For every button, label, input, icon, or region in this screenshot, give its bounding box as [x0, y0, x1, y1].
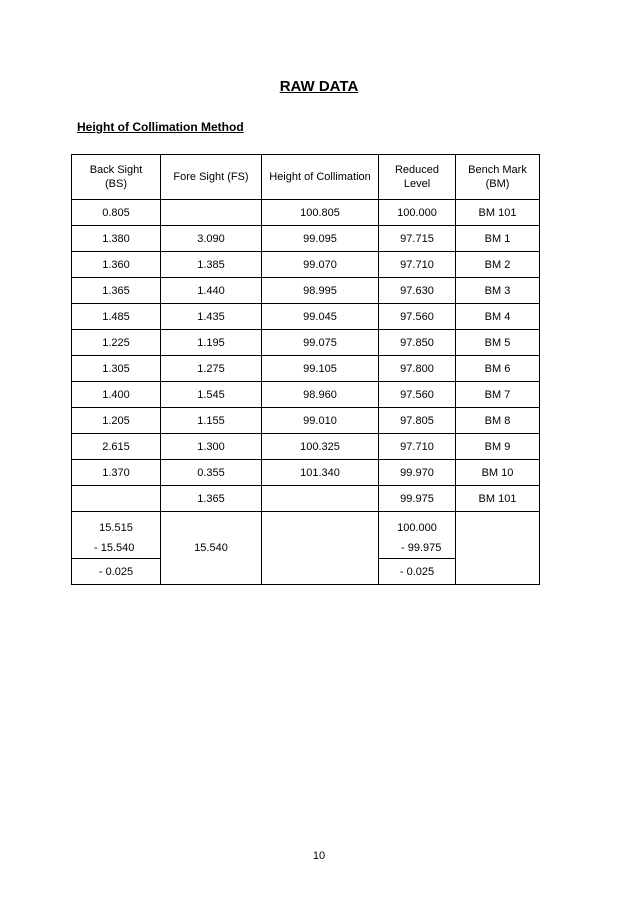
bs-difference: - 0.025 [72, 559, 161, 585]
cell-bench-mark: BM 9 [456, 434, 540, 460]
hc-check-empty [262, 512, 379, 585]
header-fore-sight: Fore Sight (FS) [161, 155, 262, 200]
table-row [72, 252, 540, 278]
cell-reduced-level: 97.560 [379, 382, 456, 408]
header-reduced-level-line2: Level [403, 178, 431, 190]
cell-height-of-collimation: 100.325 [262, 434, 379, 460]
header-back-sight-line1: Back Sight [89, 164, 143, 176]
table-row [72, 460, 540, 486]
table-row [72, 486, 540, 512]
table-row [72, 330, 540, 356]
cell-height-of-collimation: 99.105 [262, 356, 379, 382]
header-reduced-level [379, 155, 456, 200]
cell-back-sight [72, 486, 161, 512]
cell-back-sight: 0.805 [72, 200, 161, 226]
rl-minus: - 99.975 [401, 542, 442, 554]
cell-back-sight: 1.400 [72, 382, 161, 408]
cell-bench-mark: BM 4 [456, 304, 540, 330]
cell-reduced-level: 97.560 [379, 304, 456, 330]
cell-back-sight: 1.380 [72, 226, 161, 252]
table-row [72, 278, 540, 304]
table-header-row [72, 155, 540, 200]
cell-bench-mark: BM 7 [456, 382, 540, 408]
header-back-sight [72, 155, 161, 200]
cell-height-of-collimation: 99.045 [262, 304, 379, 330]
header-back-sight-line2: (BS) [105, 178, 127, 190]
cell-reduced-level: 97.630 [379, 278, 456, 304]
cell-bench-mark: BM 1 [456, 226, 540, 252]
cell-bench-mark: BM 101 [456, 486, 540, 512]
rl-first: 100.000 [397, 522, 437, 534]
levelling-table [71, 154, 540, 585]
cell-bench-mark: BM 101 [456, 200, 540, 226]
cell-bench-mark: BM 10 [456, 460, 540, 486]
cell-bench-mark: BM 3 [456, 278, 540, 304]
cell-fore-sight: 3.090 [161, 226, 262, 252]
header-bench-mark-line2: (BM) [485, 178, 510, 190]
cell-bench-mark: BM 2 [456, 252, 540, 278]
cell-height-of-collimation: 99.010 [262, 408, 379, 434]
cell-back-sight: 1.365 [72, 278, 161, 304]
cell-fore-sight: 1.365 [161, 486, 262, 512]
cell-back-sight: 1.225 [72, 330, 161, 356]
header-height-of-collimation: Height of Collimation [262, 155, 379, 200]
bs-sum: 15.515 [99, 522, 133, 534]
page-title: RAW DATA [279, 78, 359, 95]
cell-fore-sight: 1.275 [161, 356, 262, 382]
cell-fore-sight: 1.440 [161, 278, 262, 304]
rl-difference: - 0.025 [379, 559, 456, 585]
cell-reduced-level: 99.970 [379, 460, 456, 486]
table-row [72, 408, 540, 434]
header-bench-mark-line1: Bench Mark [468, 164, 527, 176]
check-row [72, 512, 540, 559]
cell-back-sight: 1.370 [72, 460, 161, 486]
cell-height-of-collimation: 99.095 [262, 226, 379, 252]
cell-fore-sight: 1.545 [161, 382, 262, 408]
cell-bench-mark: BM 8 [456, 408, 540, 434]
header-reduced-level-line1: Reduced [394, 164, 440, 176]
page-number: 10 [312, 850, 326, 862]
rl-check-cell [379, 512, 456, 559]
cell-height-of-collimation: 99.075 [262, 330, 379, 356]
table-row [72, 382, 540, 408]
header-bench-mark [456, 155, 540, 200]
cell-height-of-collimation: 98.960 [262, 382, 379, 408]
bm-check-empty [456, 512, 540, 585]
section-subtitle: Height of Collimation Method [77, 120, 244, 134]
cell-height-of-collimation: 99.070 [262, 252, 379, 278]
cell-fore-sight: 0.355 [161, 460, 262, 486]
bs-minus: - 15.540 [94, 542, 135, 554]
cell-fore-sight: 1.195 [161, 330, 262, 356]
cell-bench-mark: BM 5 [456, 330, 540, 356]
cell-fore-sight: 1.300 [161, 434, 262, 460]
cell-fore-sight: 1.435 [161, 304, 262, 330]
cell-back-sight: 1.485 [72, 304, 161, 330]
cell-height-of-collimation: 100.805 [262, 200, 379, 226]
table-row [72, 226, 540, 252]
bs-check-cell [72, 512, 161, 559]
fs-sum: 15.540 [161, 512, 262, 585]
cell-reduced-level: 97.715 [379, 226, 456, 252]
table-row [72, 356, 540, 382]
table-row [72, 200, 540, 226]
cell-bench-mark: BM 6 [456, 356, 540, 382]
table-row [72, 434, 540, 460]
cell-reduced-level: 99.975 [379, 486, 456, 512]
cell-height-of-collimation [262, 486, 379, 512]
cell-reduced-level: 97.800 [379, 356, 456, 382]
cell-reduced-level: 97.850 [379, 330, 456, 356]
cell-reduced-level: 97.710 [379, 434, 456, 460]
cell-reduced-level: 97.805 [379, 408, 456, 434]
cell-reduced-level: 100.000 [379, 200, 456, 226]
cell-fore-sight: 1.155 [161, 408, 262, 434]
table-row [72, 304, 540, 330]
cell-reduced-level: 97.710 [379, 252, 456, 278]
cell-fore-sight [161, 200, 262, 226]
cell-height-of-collimation: 98.995 [262, 278, 379, 304]
cell-fore-sight: 1.385 [161, 252, 262, 278]
cell-back-sight: 2.615 [72, 434, 161, 460]
cell-back-sight: 1.205 [72, 408, 161, 434]
cell-back-sight: 1.305 [72, 356, 161, 382]
cell-height-of-collimation: 101.340 [262, 460, 379, 486]
cell-back-sight: 1.360 [72, 252, 161, 278]
